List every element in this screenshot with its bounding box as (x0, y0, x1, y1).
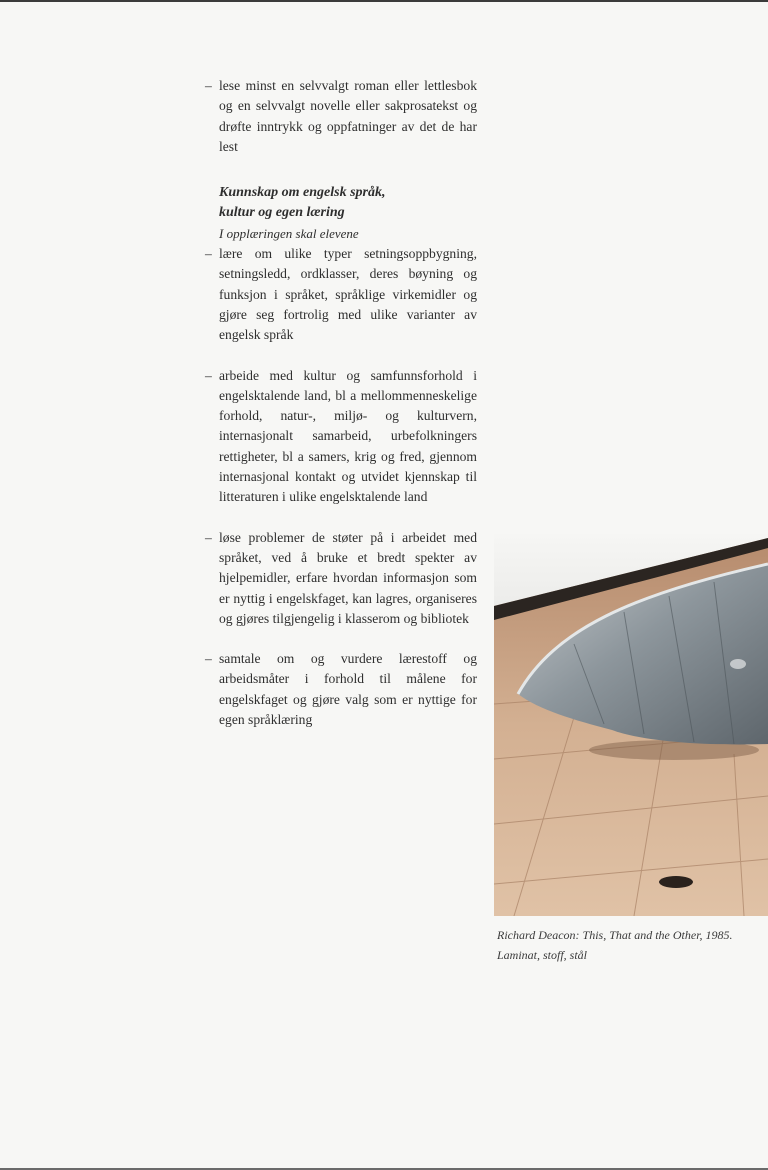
list-item (205, 528, 477, 629)
dash-bullet: – (205, 529, 212, 545)
list-item-text: samtale om og vurdere lærestoff og arbeidsmåter i forhold til målene for engelskfaget og gjøre valg som er nyttige for egen språklæring (219, 651, 477, 728)
photo-caption (497, 925, 765, 965)
list-item-text: lære om ulike typer setningsoppbygning, setningsledd, ordklasser, deres bøyning og funksjon i språket, språklige virkemidler og gjøre seg fortrolig med ulike varianter av engelsk språk (219, 246, 477, 343)
sculpture-photo-graphic (494, 534, 768, 916)
list-item (205, 76, 477, 157)
list-item (205, 366, 477, 508)
dash-bullet: – (205, 651, 212, 667)
list-item-text: arbeide med kultur og samfunnsforhold i engelsktalende land, bl a mellommenneskelige forhold, natur-, miljø- og kulturvern, internasjonalt samarbeid, urbefolkningers rettigheter, bl a samers, krig og fred, gjennom internasjonal kontakt og utvidet kjennskap til litteraturen i ulike engelsktalende land (219, 367, 477, 505)
list-item (205, 244, 477, 345)
top-edge-rule (0, 0, 768, 2)
text-column (205, 76, 477, 730)
list-item (205, 649, 477, 730)
dash-bullet: – (205, 246, 212, 262)
dash-bullet: – (205, 367, 212, 383)
sculpture-photo (494, 534, 768, 916)
section-title-line-2: kultur og egen læring (219, 205, 345, 221)
section-title-line-1: Kunnskap om engelsk språk, (219, 185, 386, 201)
dash-bullet: – (205, 78, 212, 93)
section-subtitle: I opplæringen skal elevene (219, 225, 359, 241)
list-item-text: lese minst en selvvalgt roman eller lettlesbok og en selvvalgt novelle eller sakprosatekst og drøfte inntrykk og oppfatninger av det de har lest (219, 78, 477, 154)
list-item-text: løse problemer de støter på i arbeidet med språket, ved å bruke et bredt spekter av hjelpemidler, erfare hvordan informasjon som er nyttig i engelskfaget, kan lagres, organiseres og gjøres tilgjengelig i klasserom og bibliotek (219, 529, 477, 626)
caption-line-2: Laminat, stoff, stål (497, 948, 588, 962)
section-title (205, 183, 477, 224)
caption-line-1: Richard Deacon: This, That and the Other, 1985. (497, 928, 733, 942)
